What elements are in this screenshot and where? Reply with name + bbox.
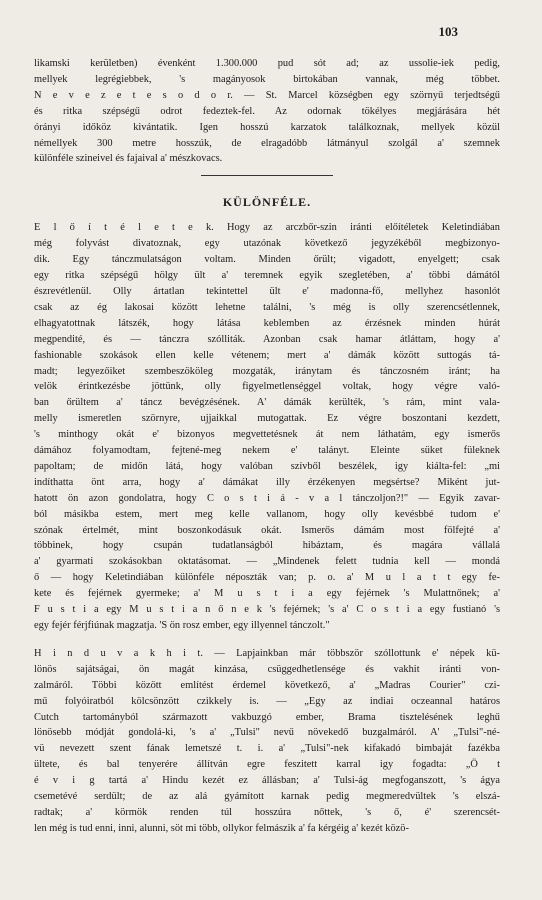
text-line: len még is tud enni, inni, alunni, söt mi több, ollykor felmászik a' fa kérgéig a' kezét közö- [34,822,409,834]
text-line: F u s t i a egy M u s t i a n ő n e k 's fejérnek; 's a' C o s t i a egy fustianó 's [34,604,500,616]
text-line: likamski kerületben) évenként 1.300.000 pud sót ad; az ussolie-iek pedig, [34,58,500,69]
text-line: elhagyatottnak látszék, hogy látása keblemben az érzésnek minden húrát [34,317,500,329]
text-line: ő — hogy Keletindiában különféle néposzták van; p. o. a' M u l a t t egy fe- [34,572,500,584]
text-line: 's minthogy okát e' bizonyos megvettetésnek át nem láthatám, egy ismerős [34,429,500,441]
text-line: ültete, és bal tenyerére állítván egre feszitett karral igy fogadta: „Ö t [34,759,500,771]
text-line: a' gyarmati szokásokban oktatásomat. — „Mindenek felett tudnia kell — mondá [34,556,500,568]
text-line: Cutch tartományból származott vakbuzgó ember, Brama tisztelésének leghű [34,711,500,723]
text-line: csemetévé serdült; de az alá gyámított karnak pedig megmeredvültek 's elszá- [34,791,500,803]
text-line: dik. Egy tánczmulatságon voltam. Minden őrült; vigadott, enyelgett; csak [34,254,500,266]
text-line: csak az ég lakosai között lehetne találni, 's még is olly szerencsétlennek, [34,301,500,313]
text-line: N e v e z e t e s o d o r. — St. Marcel községben egy szörnyű terjedtségű [34,89,500,101]
text-line: mű folyóiratból kölcsönzött czikkely is. — „Egy az indiai oczeannal határos [34,695,500,707]
text-line: többinek, hogy csupán tudatlanságból hibáztam, és magára vállalá [34,540,500,552]
text-line: ból másikba estem, mert meg kelle vallanom, hogy olly kevésbbé tudom e' [34,508,500,520]
text-line: ban őrültem a' táncz bevégzésének. A' dámák kerülték, 's rám, mint vala- [34,397,500,409]
text-line: órányi időköz kivántatik. Igen hosszú karzatok találkoznak, mellyek közül [34,121,500,133]
text-line: mellyek legrégiebbek, 's magányosok birtokában vannak, még többet. [34,73,500,85]
text-line: lönösebb módját gondolá-ki, 's a' „Tulsi" nevű növekedő buzgalmáról. A' „Tulsi"-né- [34,727,500,739]
text-line: radtak; a' körmök renden túl hosszúra nőttek, 's ő, é' szerencsét- [34,806,500,818]
section-heading: KÜLÖNFÉLE. [222,195,312,210]
text-line: indíthatta önt arra, hogy a' dámákat illy érzékenyen megsértse? Miként jut- [34,476,500,488]
text-line: fashionable szokások ellen kelle vétenem; mert a' dámák között suttogás tá- [34,349,500,361]
article-elotelet [34,220,500,634]
text-line: dámához folyamodtam, fejtené-meg nekem e' talányt. Eleinte süket füleknek [34,445,500,457]
text-line: madt; legyezőiket szembeszököleg mozgaták, iránytam és tánczosném iránt; ha [34,365,500,377]
text-line: lönös sajátságai, ön magát kinzása, csüggedhetlensége és vakhit iránti von- [34,663,500,675]
text-line: némellyek 300 metre hosszúk, de elragadóbb látmányul szolgál a' szemnek [34,137,500,149]
text-line: észrevétlenül. Olly ártatlan tekintettel ült e' madonna-fő, mellyhez hasonlót [34,285,500,297]
text-line: E l ő í t é l e t e k. Hogy az arczbőr-szin iránti előítéletek Keletindiában [34,222,500,234]
page-number: 103 [438,24,458,39]
text-line: még folyvást divatoznak, egy utazónak következő jegyzékéből megbizonyo- [34,238,500,250]
text-line: é v i g tartá a' Hindu kezét ez állásban; a' Tulsi-ág megfoganszott, 's ágya [34,775,500,787]
text-line: szónak értelmét, mint boszonkodásuk okát. Ismerős dámám most fölfejté a' [34,524,500,536]
text-line: vü nevezett szent fának lemetszé t. i. a' „Tulsi"-nek kifakadó bimbaját fazékba [34,743,500,755]
text-line: melly ismeretlen szörnyre, ujjaikkal mutogattak. Ez végre boszontani kezdett, [34,413,500,425]
text-line: különféle szineivel és fajaival a' mészkovacs. [34,153,223,165]
text-line: egy ritka szépségű hölgy ült a' teremnek egyik szegletében, a' többi dámától [34,270,500,282]
section-divider [201,175,333,176]
text-line: velök érintkezésbe jöttünk, olly figyelmetlenséggel voltak, hogy végre való- [34,381,500,393]
article-hindu [34,646,500,837]
text-line: H i n d u v a k h i t. — Lapjainkban már többször szóllottunk e' népek kü- [34,647,500,659]
text-line: zalmáról. Többi között említést érdemel következő, a' „Madras Courier" czi- [34,679,500,691]
text-line: kete és fejérnek gyermeke; a' M u s t i a egy fejérnek 's Mulattnőnek; a' [34,588,500,600]
text-line: papoltam; de midőn látá, hogy valóban szívből beszélek, igy kiálta-fel: „mi [34,460,500,472]
text-line: és ritka szépségű odrot fedeztek-fel. Az odornak tökélyes megjárására hét [34,105,500,117]
text-line: hatott ön azon gondolatra, hogy C o s t i á - v a l tánczoljon?!" — Egyik zavar- [34,492,500,504]
text-line: megpendité, és — tánczra szólliták. Azonban csak hamar átláttam, hogy a' [34,333,500,345]
top-paragraphs [34,56,500,167]
text-line: egy fejér férjfiúnak magzatja. 'S ön rosz ember, egy illyennel tánczolt." [34,620,330,631]
